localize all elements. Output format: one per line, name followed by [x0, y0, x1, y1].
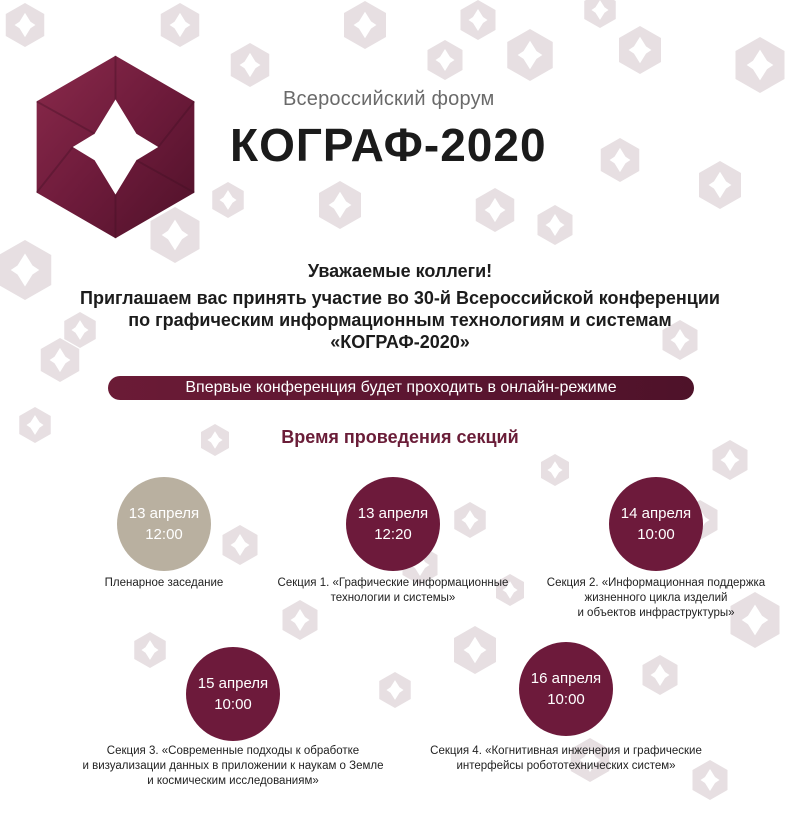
kograf-logo-icon — [18, 52, 213, 242]
caption-line: Секция 4. «Когнитивная инженерия и графические — [430, 745, 702, 757]
caption-line: технологии и системы» — [330, 592, 456, 604]
invitation-line: Приглашаем вас принять участие во 30-й Всероссийской конференции — [80, 288, 720, 308]
greeting: Уважаемые коллеги! — [307, 261, 493, 281]
schedule-circle-section-4 — [519, 642, 613, 736]
online-banner: Впервые конференция будет проходить в онлайн-режиме — [108, 376, 694, 400]
schedule-time: 12:20 — [374, 526, 412, 543]
caption-line: Пленарное заседание — [104, 577, 224, 589]
schedule-date: 16 апреля — [530, 670, 602, 687]
schedule-circle-section-2 — [609, 477, 703, 571]
caption-line: и визуализации данных в приложении к наукам о Земле — [82, 760, 384, 772]
caption-line: Секция 2. «Информационная поддержка — [546, 577, 766, 589]
schedule-caption — [268, 576, 518, 606]
schedule-circle-section-1 — [346, 477, 440, 571]
schedule-circle-section-3 — [186, 647, 280, 741]
schedule-date: 14 апреля — [620, 505, 692, 522]
schedule-caption — [416, 744, 716, 774]
schedule-time: 10:00 — [637, 526, 675, 543]
schedule-caption — [536, 576, 776, 621]
schedule-caption — [58, 744, 408, 789]
schedule-date: 15 апреля — [197, 675, 269, 692]
schedule-date: 13 апреля — [128, 505, 200, 522]
schedule-caption — [64, 576, 264, 591]
invitation-text — [0, 287, 800, 353]
caption-line: интерфейсы робототехнических систем» — [456, 760, 676, 772]
schedule-time: 12:00 — [145, 526, 183, 543]
forum-subtitle: Всероссийский форум — [283, 88, 495, 110]
caption-line: и космическим исследованиям» — [147, 775, 319, 787]
schedule-circle-plenary — [117, 477, 211, 571]
schedule-title: Время проведения секций — [281, 427, 519, 447]
forum-title: КОГРАФ-2020 — [230, 119, 547, 171]
caption-line: и объектов инфраструктуры» — [577, 607, 735, 619]
caption-line: жизненного цикла изделий — [584, 592, 728, 604]
schedule-date: 13 апреля — [357, 505, 429, 522]
schedule-time: 10:00 — [547, 691, 585, 708]
schedule-time: 10:00 — [214, 696, 252, 713]
caption-line: Секция 1. «Графические информационные — [277, 577, 509, 589]
caption-line: Секция 3. «Современные подходы к обработке — [106, 745, 360, 757]
invitation-line: по графическим информационным технологиям и системам — [128, 310, 672, 330]
invitation-line: «КОГРАФ-2020» — [330, 332, 470, 352]
